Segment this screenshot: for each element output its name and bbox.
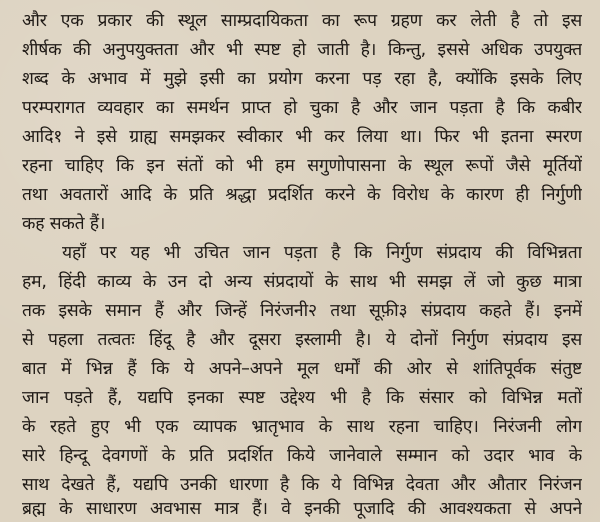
text-line: यहाँ पर यह भी उचित जान पड़ता है कि निर्गुण संप्रदाय की विभिन्नता (62, 243, 582, 263)
text-line: साथ देखते हैं, यद्यपि उनकी धारणा है कि ये विभिन्न देवता और औतार निरंजन (22, 475, 582, 495)
text-line: परम्परागत व्यवहार का समर्थन प्राप्त हो चुका है और जान पड़ता है कि कबीर (22, 98, 582, 118)
text-line: के रहते हुए भी एक व्यापक भ्रातृभाव के साथ रहना चाहिए। निरंजनी लोग (22, 417, 582, 437)
text-line: हम, हिंदी काव्य के उन दो अन्य संप्रदायों के साथ भी समझ लें जो कुछ मात्रा (22, 272, 582, 292)
text-line: सारे हिन्दू देवगणों के प्रति प्रदर्शित किये जानेवाले सम्मान को उदार भाव के (22, 446, 582, 466)
text-line: कह सकते हैं। (22, 214, 106, 234)
text-line: तक इसके समान हैं और जिन्हें निरंजनी२ तथा सूफ़ी३ संप्रदाय कहते हैं। इनमें (22, 301, 582, 321)
text-line: और एक प्रकार की स्थूल साम्प्रदायिकता का रूप ग्रहण कर लेती है तो इस (22, 11, 582, 31)
text-line: से पहला तत्वतः हिंदू है और दूसरा इस्लामी है। ये दोनों निर्गुण संप्रदाय इस (22, 330, 582, 350)
text-line: बात में भिन्न हैं कि ये अपने–अपने मूल धर्मों की ओर से शांतिपूर्वक संतुष्ट (22, 359, 582, 379)
text-line: तथा अवतारों आदि के प्रति श्रद्धा प्रदर्शित करने के विरोध के कारण ही निर्गुणी (22, 185, 582, 205)
text-line: जान पड़ते हैं, यद्यपि इनका स्पष्ट उद्देश्य भी है कि संसार को विभिन्न मतों (22, 388, 582, 408)
text-line: ब्रह्म के साधारण अवभास मात्र हैं। वे इनकी पूजादि की आवश्यकता से अपने (22, 499, 582, 519)
text-line: शीर्षक की अनुपयुक्तता और भी स्पष्ट हो जाती है। किन्तु, इससे अधिक उपयुक्त (22, 40, 582, 60)
text-line: आदि१ ने इसे ग्राह्य समझकर स्वीकार भी कर लिया था। फिर भी इतना स्मरण (22, 127, 582, 147)
text-line: शब्द के अभाव में मुझे इसी का प्रयोग करना पड़ रहा है, क्योंकि इसके लिए (22, 69, 582, 89)
text-line: रहना चाहिए कि इन संतों को भी हम सगुणोपासना के स्थूल रूपों जैसे मूर्तियों (22, 156, 582, 176)
